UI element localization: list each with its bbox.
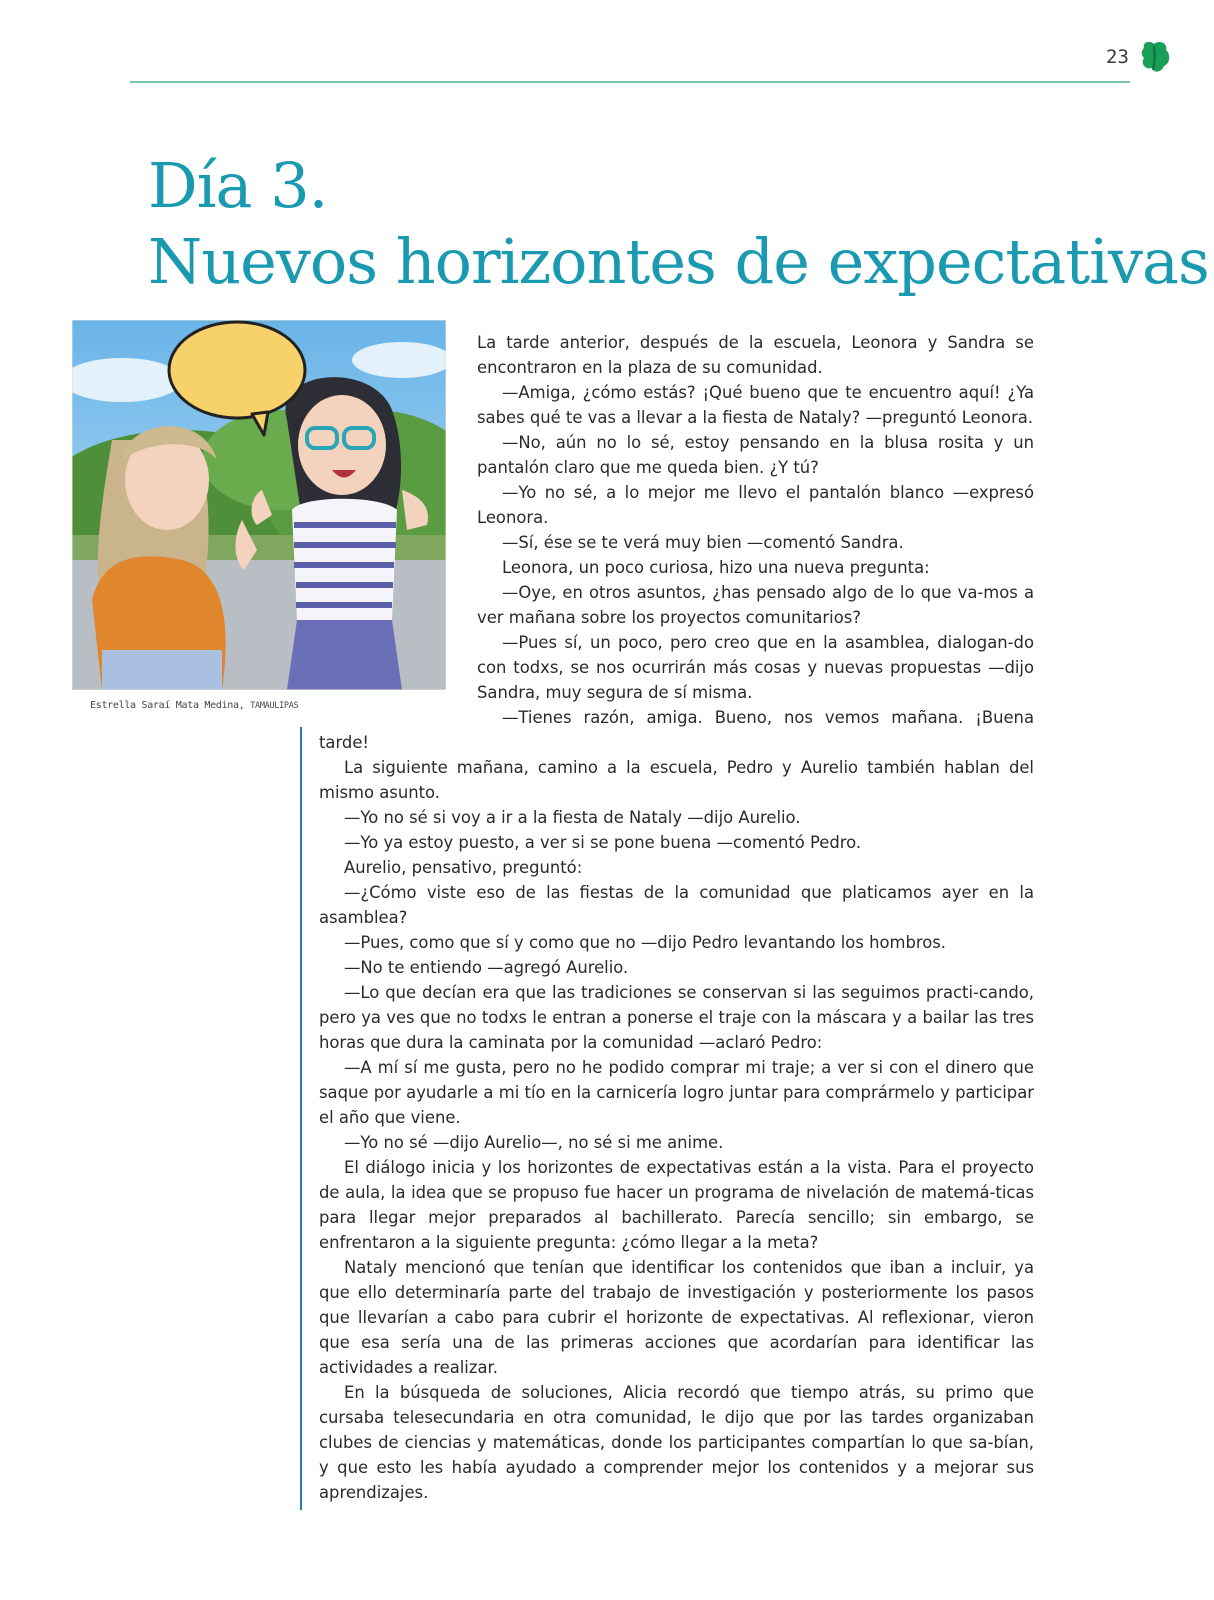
paragraph: En la búsqueda de soluciones, Alicia recordó que tiempo atrás, su primo que cursaba telesecundaria en otra comunidad, le dijo que por las tardes organizaban clubes de ciencias y matemáticas, donde los participantes compartían lo que sa-bían, y que esto les había ayudado a comprender mejor los contenidos y a mejorar sus aprendizajes. [319, 1383, 1034, 1502]
paragraph: —Yo no sé si voy a ir a la fiesta de Nataly —dijo Aurelio. [344, 808, 801, 827]
illustration-caption [90, 700, 298, 711]
paragraph: —Pues, como que sí y como que no —dijo Pedro levantando los hombros. [344, 933, 947, 952]
paragraph: —No, aún no lo sé, estoy pensando en la blusa rosita y un pantalón claro que me queda bien. ¿Y tú? [477, 433, 1034, 477]
paragraph: —Tienes razón, amiga. Bueno, nos vemos mañana. ¡Buena tarde! [319, 708, 1034, 752]
caption-place: TAMAULIPAS [250, 701, 299, 711]
title-day: Día 3. [148, 149, 328, 222]
paragraph: —Lo que decían era que las tradiciones se conservan si las seguimos practi-cando, pero ya ves que no todxs le entran a ponerse el traje con la máscara y a bailar las tres horas que dura la caminata por la comunidad —aclaró Pedro: [319, 983, 1034, 1052]
page-title [148, 148, 1209, 300]
paragraph: Nataly mencionó que tenían que identificar los contenidos que iban a incluir, ya que ello determinaría parte del trabajo de investigación y posteriormente los pasos que llevarían a cabo para cubrir el horizonte de expectativas. Al reflexionar, vieron que esa sería una de las primeras acciones que acordarían para identificar las actividades a realizar. [319, 1258, 1034, 1377]
paragraph: —Yo no sé —dijo Aurelio—, no sé si me anime. [344, 1133, 724, 1152]
paragraph: —Amiga, ¿cómo estás? ¡Qué bueno que te encuentro aquí! ¿Ya sabes qué te vas a llevar a la fiesta de Nataly? —preguntó Leonora. [477, 383, 1034, 427]
paragraph: —A mí sí me gusta, pero no he podido comprar mi traje; a ver si con el dinero que saque por ayudarle a mi tío en la carnicería logro juntar para comprármelo y participar el año que viene. [319, 1058, 1034, 1127]
margin-rule [300, 727, 302, 1510]
paragraph: La siguiente mañana, camino a la escuela, Pedro y Aurelio también hablan del mismo asunto. [319, 758, 1034, 802]
paragraph: —Sí, ése se te verá muy bien —comentó Sandra. [502, 533, 904, 552]
caption-author: Estrella Saraí Mata Medina, [90, 700, 245, 711]
paragraph: —Oye, en otros asuntos, ¿has pensado algo de lo que va-mos a ver mañana sobre los proyectos comunitarios? [477, 583, 1034, 627]
paragraph: La tarde anterior, después de la escuela, Leonora y Sandra se encontraron en la plaza de su comunidad. [477, 333, 1034, 377]
paragraph: —Pues sí, un poco, pero creo que en la asamblea, dialogan-do con todxs, se nos ocurrirán más cosas y nuevas propuestas —dijo Sandra, muy segura de sí misma. [477, 633, 1034, 702]
paragraph: El diálogo inicia y los horizontes de expectativas están a la vista. Para el proyecto de aula, la idea que se propuso fue hacer un programa de nivelación de matemá-ticas para llegar mejor preparados al bachillerato. Parecía sencillo; sin embargo, se enfrentaron a la siguiente pregunta: ¿cómo llegar a la meta? [319, 1158, 1034, 1252]
header-rule [130, 81, 1130, 83]
story-text [319, 330, 1034, 1505]
paragraph: —Yo ya estoy puesto, a ver si se pone buena —comentó Pedro. [344, 833, 862, 852]
paragraph: Aurelio, pensativo, preguntó: [344, 858, 583, 877]
title-subtitle: Nuevos horizontes de expectativas [148, 225, 1209, 298]
page-number: 23 [1106, 46, 1129, 68]
paragraph: —No te entiendo —agregó Aurelio. [344, 958, 629, 977]
paragraph: Leonora, un poco curiosa, hizo una nueva pregunta: [502, 558, 930, 577]
paragraph: —Yo no sé, a lo mejor me llevo el pantalón blanco —expresó Leonora. [477, 483, 1034, 527]
leaf-icon [1140, 40, 1172, 76]
paragraph: —¿Cómo viste eso de las fiestas de la comunidad que platicamos ayer en la asamblea? [319, 883, 1034, 927]
